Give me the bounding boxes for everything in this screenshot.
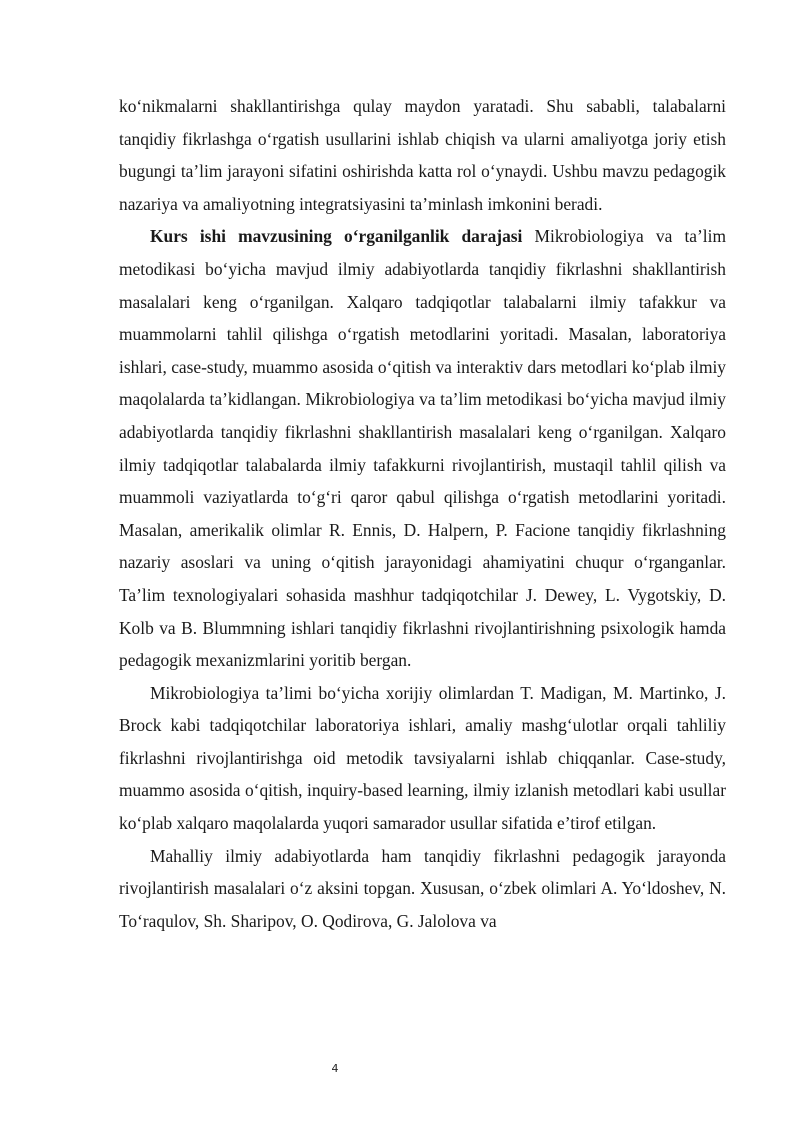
paragraph-text: Mikrobiologiya ta’limi bo‘yicha xorijiy olimlardan T. Madigan, M. Martinko, J. Brock kabi tadqiqotchilar laboratoriya ishlari, amaliy mashg‘ulotlar orqali tahliliy fikrlashni rivojlantirishga oid metodik tavsiyalarni ishlab chiqqanlar. Case-study, muammo asosida o‘qitish, inquiry-based learning, ilmiy izlanish metodlari kabi usullar ko‘plab xalqaro maqolalarda yuqori samarador usullar sifatida e’tirof etilgan.	[119, 682, 726, 834]
document-page	[119, 90, 726, 937]
paragraph-continuation	[119, 90, 726, 220]
paragraph-local-literature	[119, 840, 726, 938]
paragraph-text: Mahalliy ilmiy adabiyotlarda ham tanqidiy fikrlashni pedagogik jarayonda rivojlantirish masalalari o‘z aksini topgan. Xususan, o‘zbek olimlari A. Yo‘ldoshev, N. To‘raqulov, Sh. Sharipov, O. Qodirova, G. Jalolova va	[119, 845, 726, 931]
paragraph-text: ko‘nikmalarni shakllantirishga qulay maydon yaratadi. Shu sababli, talabalarni tanqidiy fikrlashga o‘rgatish usullarini ishlab chiqish va ularni amaliyotga joriy etish bugungi ta’lim jarayoni sifatini oshirishda katta rol o‘ynaydi. Ushbu mavzu pedagogik nazariya va amaliyotning integratsiyasini ta’minlash imkonini beradi.	[119, 96, 726, 214]
page-number: 4	[331, 1062, 339, 1075]
paragraph-foreign-scholars	[119, 677, 726, 840]
paragraph-study-level	[119, 220, 726, 676]
paragraph-text: Mikrobiologiya va ta’lim metodikasi bo‘yicha mavjud ilmiy adabiyotlarda tanqidiy fikrlashni shakllantirish masalalari keng o‘rganilgan. Xalqaro tadqiqotlar talabalarni ilmiy tafakkur va muammolarni tahlil qilishga o‘rgatish metodlarini yoritadi. Masalan, laboratoriya ishlari, case-study, muammo asosida o‘qitish va interaktiv dars metodlari ko‘plab ilmiy maqolalarda ta’kidlangan. Mikrobiologiya va ta’lim metodikasi bo‘yicha mavjud ilmiy adabiyotlarda tanqidiy fikrlashni shakllantirish masalalari keng o‘rganilgan. Xalqaro ilmiy tadqiqotlar talabalarda ilmiy tafakkurni rivojlantirish, mustaqil tahlil qilish va muammoli vaziyatlarda to‘g‘ri qaror qabul qilishga o‘rgatish metodlarini yoritadi. Masalan, amerikalik olimlar R. Ennis, D. Halpern, P. Facione tanqidiy fikrlashning nazariy asoslari va uning o‘qitish jarayonidagi ahamiyatini chuqur o‘rganganlar. Ta’lim texnologiyalari sohasida mashhur tadqiqotchilar J. Dewey, L. Vygotskiy, D. Kolb va B. Blummning ishlari tanqidiy fikrlashni rivojlantirishning psixologik hamda pedagogik mexanizmlarini yoritib bergan.	[119, 226, 726, 671]
section-heading: Kurs ishi mavzusining o‘rganilganlik darajasi	[150, 226, 523, 247]
